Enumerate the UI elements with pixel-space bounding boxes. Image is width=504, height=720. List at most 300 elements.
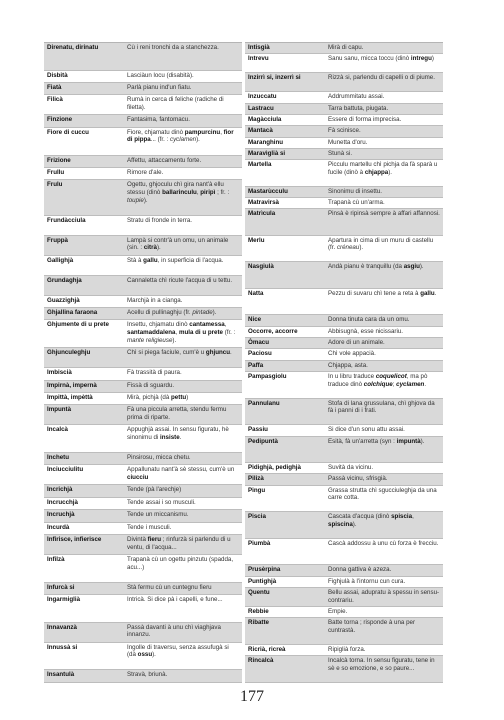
glossary-entry — [44, 381, 242, 393]
definition-segment: Stofa di lana grussulana, chì ghjova da fà i panni di i frati. — [328, 399, 435, 415]
glossary-entry — [44, 168, 242, 180]
definition-segment: Cascà addossu à unu cù forza è frecciu. — [328, 539, 439, 547]
definition-segment: Mirà, pichjà (dà — [127, 393, 172, 401]
entry-definition — [124, 217, 242, 234]
definition-segment: Essere di forma imprecisa. — [328, 115, 402, 123]
entry-term: Incurdà — [47, 523, 70, 531]
definition-segment: Cannaletta chì ricute l'acqua di u tettu. — [127, 276, 233, 284]
definition-segment: Ingolle di traversu, senza assufugà si (dà — [127, 643, 229, 659]
entry-definition — [325, 619, 443, 643]
entry-definition — [325, 237, 443, 261]
definition-segment: ). — [156, 244, 161, 252]
entry-definition — [325, 316, 443, 324]
entry-term: Incalcà — [47, 426, 68, 434]
entry-definition — [124, 624, 242, 641]
entry-term: Direnatu, dirinatu — [47, 44, 99, 51]
glossary-entry — [245, 486, 443, 513]
glossary-entry — [44, 95, 242, 115]
definition-segment: Rizzà si, parlendu di capelli o di piume. — [328, 74, 435, 82]
glossary-entry — [245, 645, 443, 656]
entry-definition — [325, 139, 443, 147]
entry-definition — [325, 328, 443, 336]
definition-segment: Chì vole appacià. — [328, 350, 376, 358]
definition-segment: Trapanà cù un'arma. — [328, 199, 385, 207]
definition-segment: Stravà, briunà. — [127, 671, 168, 679]
definition-segment: Stunà si. — [328, 149, 353, 157]
glossary-entry — [44, 583, 242, 595]
definition-segment: spiscia — [391, 513, 413, 521]
glossary-entry — [245, 315, 443, 326]
definition-segment: . — [424, 380, 427, 388]
glossary-entry — [44, 485, 242, 497]
definition-segment: Fà trassità di paura. — [127, 369, 182, 377]
glossary-entry — [44, 348, 242, 368]
definition-segment: Appughjà assai. In sensu figuratu, hè sinonimu di — [127, 426, 229, 441]
entry-term: Incrichjà — [47, 486, 73, 494]
glossary-entry — [44, 670, 242, 682]
entry-term: Infilzà — [47, 556, 65, 564]
entry-definition — [124, 44, 242, 69]
entry-term: Puntighjà — [248, 577, 277, 585]
definition-segment: Fà scinisce. — [328, 127, 361, 135]
definition-segment: Affettu, attaccamentu forte. — [127, 156, 202, 164]
glossary-entry — [245, 115, 443, 126]
entry-term: Magàcciula — [248, 115, 282, 123]
entry-term: Impirnà, impernà — [47, 381, 97, 389]
entry-definition — [325, 487, 443, 511]
glossary-entry — [245, 92, 443, 103]
entry-definition — [325, 290, 443, 314]
entry-term: Pampasgiolu — [248, 373, 287, 381]
glossary-entry — [245, 577, 443, 588]
glossary-entry — [44, 453, 242, 465]
definition-segment: Sanu sanu, micca toccu (dinò — [328, 55, 411, 63]
entry-definition — [325, 161, 443, 185]
definition-segment: Tarra battuta, piugata. — [328, 104, 389, 112]
definition-segment: asgiu — [403, 263, 420, 271]
entry-term: Inzuccatu — [248, 93, 277, 101]
glossary-entry — [245, 565, 443, 576]
entry-term: Ghjumente di u prete — [47, 321, 109, 329]
entry-term: Nasgiulà — [248, 263, 274, 271]
definition-segment: . — [434, 289, 437, 297]
glossary-entry — [44, 523, 242, 535]
entry-term: Guazzighjà — [47, 296, 80, 304]
definition-segment: , — [412, 513, 414, 521]
entry-term: Piumbà — [248, 539, 271, 547]
glossary-entry — [245, 618, 443, 645]
definition-segment: Empie. — [328, 607, 348, 615]
definition-segment: Stà fermu cù un cuntegnu fieru — [127, 583, 212, 591]
entry-term: Infurcà si — [47, 583, 75, 591]
definition-segment: fieru — [147, 536, 162, 544]
entry-definition — [124, 309, 242, 318]
definition-segment: , in superficia di l'acqua. — [157, 256, 224, 264]
entry-term: Matrìcula — [248, 210, 276, 218]
entry-definition — [124, 72, 242, 81]
glossary-entry — [245, 338, 443, 349]
entry-definition — [325, 116, 443, 124]
entry-definition — [325, 263, 443, 287]
definition-segment: Fissà di sguardu. — [127, 381, 175, 389]
glossary-entry — [44, 256, 242, 276]
definition-segment: pintade — [192, 309, 213, 317]
definition-segment: , — [220, 128, 224, 136]
definition-segment: Apartura in cima di un muru di castellu (fr. — [328, 236, 434, 252]
definition-segment: ). — [352, 520, 357, 528]
glossary-entry — [44, 128, 242, 156]
definition-segment: ciucciu — [127, 474, 149, 481]
glossary-entry — [245, 289, 443, 316]
entry-definition — [325, 188, 443, 196]
definition-segment: Pezzu di suvaru chì tene a reta à — [328, 289, 421, 297]
definition-segment: Appallunatu nant'à sè stessu, cum'è un — [127, 466, 235, 474]
entry-term: Fiatà — [47, 84, 62, 92]
entry-definition — [124, 499, 242, 508]
glossary-entry — [44, 236, 242, 256]
definition-segment: Passà vicinu, sfrisgià. — [328, 475, 388, 483]
definition-segment: cyclamen — [396, 380, 425, 388]
entry-definition — [124, 536, 242, 553]
entry-term: Finzione — [47, 116, 73, 124]
entry-definition — [124, 454, 242, 463]
entry-definition — [124, 486, 242, 495]
definition-segment: Pinsà è ripinsà sempre à affari affannosi. — [328, 210, 440, 218]
definition-segment: Donna tinuta cara da un omu. — [328, 316, 410, 324]
entry-term: Gallighjà — [47, 256, 74, 264]
glossary-entry — [245, 361, 443, 372]
glossary-entry — [245, 474, 443, 485]
definition-segment: pettu — [171, 393, 187, 401]
entry-definition — [124, 237, 242, 254]
definition-segment: Fighjulà à l'intornu cun cura. — [328, 577, 406, 585]
glossary-entry — [245, 463, 443, 474]
entry-definition — [325, 438, 443, 462]
entry-term: Fruppà — [47, 236, 68, 244]
definition-segment: Tende assai i so musculi. — [127, 498, 196, 506]
definition-segment: ... (fr. : — [150, 136, 170, 144]
entry-definition — [325, 373, 443, 397]
definition-segment: Fà una piccula arretta, stendu fermu prima di riparte. — [127, 406, 227, 421]
entry-term: Frullu — [47, 168, 65, 176]
entry-term: Ghjunculeghju — [47, 349, 91, 357]
definition-segment: Munetta d'oru. — [328, 138, 368, 146]
definition-segment: gallu — [143, 256, 158, 264]
glossary-entry — [245, 198, 443, 209]
definition-segment: gallu — [420, 289, 435, 297]
entry-definition — [124, 394, 242, 403]
definition-segment: Cù i reni tronchi da a stanchezza. — [127, 44, 219, 51]
entry-definition — [124, 556, 242, 581]
glossary-entry — [245, 349, 443, 360]
entry-definition — [124, 382, 242, 391]
entry-term: Grundaghja — [47, 276, 82, 284]
entry-definition — [325, 362, 443, 370]
definition-segment: . — [229, 349, 232, 357]
entry-term: Impittà, impèttà — [47, 393, 93, 401]
definition-segment: ) — [431, 55, 434, 63]
entry-term: Òmacu — [248, 339, 269, 347]
glossary-entry — [44, 320, 242, 348]
definition-segment: ; fr. : — [215, 188, 230, 196]
entry-definition — [124, 96, 242, 113]
definition-segment: Ripiglià forza. — [328, 645, 366, 653]
entry-term: Pingu — [248, 486, 266, 494]
glossary-entry — [44, 425, 242, 453]
entry-term: Paciosu — [248, 350, 272, 358]
entry-definition — [325, 657, 443, 681]
glossary-entry — [245, 126, 443, 137]
glossary-entry — [245, 209, 443, 236]
entry-term: Inciucciulitu — [47, 466, 84, 474]
entry-definition — [325, 513, 443, 537]
definition-segment: ). — [152, 651, 156, 659]
definition-segment: Abbisugnà, esse nicissariu. — [328, 327, 403, 335]
entry-definition — [124, 157, 242, 166]
definition-segment: ). — [419, 263, 424, 271]
definition-segment: cantamessa — [189, 321, 225, 329]
entry-term: Matravirsà — [248, 199, 279, 207]
entry-term: Disbità — [47, 71, 68, 79]
glossary-entry — [245, 425, 443, 436]
entry-term: Martella — [248, 161, 272, 169]
glossary-column-right — [245, 42, 443, 683]
entry-definition — [124, 466, 242, 483]
entry-term: Innussà si — [47, 643, 78, 651]
entry-term: Natta — [248, 289, 264, 297]
definition-segment: Donna gattiva è azeza. — [328, 566, 392, 574]
glossary-entry — [245, 327, 443, 338]
definition-segment: coquelicot — [375, 373, 407, 381]
entry-term: Incrucchjà — [47, 498, 78, 506]
definition-segment: piripì — [200, 188, 216, 196]
definition-segment: , — [196, 188, 201, 196]
definition-segment: ossu — [137, 651, 153, 659]
entry-term: Mantacà — [248, 127, 273, 135]
definition-segment: toupie — [127, 196, 144, 204]
definition-segment: ). — [420, 437, 425, 445]
definition-segment: Fantasima, fantomacu. — [127, 116, 190, 124]
definition-segment: Divintà — [127, 536, 148, 544]
entry-definition — [124, 369, 242, 378]
definition-segment: Lasciàun locu (disabità). — [127, 71, 194, 79]
definition-segment: impuntà — [396, 437, 421, 445]
definition-segment: Lampà si contr'à un omu, un animale (sin. : — [127, 236, 229, 252]
definition-segment: Bellu assai, adupratu à spessu in sensu-contrariu. — [328, 588, 440, 604]
definition-segment: (fr. : — [222, 329, 236, 337]
entry-definition — [325, 566, 443, 574]
entry-term: Mastarùcculu — [248, 187, 288, 195]
entry-term: Ricrià, ricreà — [248, 645, 286, 653]
entry-definition — [325, 127, 443, 135]
definition-segment: . — [179, 433, 182, 441]
entry-term: Inzirrì si, inzerrì si — [248, 74, 301, 82]
definition-segment: cyclamen — [169, 136, 197, 144]
entry-term: Ingarmiglià — [47, 596, 81, 604]
definition-segment: Batte torna ; risponde à una per cuntrastà. — [328, 619, 416, 634]
definition-segment: Insettu, chjamatu dinò — [127, 321, 190, 329]
entry-term: Fiore di cuccu — [47, 128, 89, 136]
definition-segment: Tende i musculi. — [127, 523, 172, 531]
entry-definition — [325, 210, 443, 234]
entry-definition — [124, 321, 242, 346]
entry-definition — [325, 426, 443, 434]
glossary-entry — [44, 71, 242, 83]
entry-definition — [124, 257, 242, 274]
entry-term: Quentu — [248, 588, 270, 596]
entry-term: Merlu — [248, 236, 265, 244]
definition-segment: pampurcinu — [184, 128, 221, 136]
entry-definition — [325, 150, 443, 158]
entry-term: Intisgià — [248, 44, 270, 51]
definition-segment: chjappa — [364, 168, 389, 176]
definition-segment: Tende un miccanismu. — [127, 511, 189, 519]
glossary-entry — [44, 555, 242, 583]
page-number: 177 — [240, 688, 264, 705]
entry-term: Frizione — [47, 156, 71, 164]
definition-segment: Marchjà in a cianga. — [127, 296, 183, 304]
entry-term: Frundàcciula — [47, 216, 86, 224]
glossary-entry — [245, 399, 443, 426]
entry-term: Prusèrpina — [248, 566, 281, 574]
glossary-entry — [245, 372, 443, 399]
entry-definition — [325, 93, 443, 101]
glossary-entry — [245, 512, 443, 539]
entry-definition — [325, 464, 443, 472]
definition-segment: , — [175, 329, 179, 337]
entry-term: Maravìglià si — [248, 149, 286, 157]
entry-term: Pidighjà, pedighjà — [248, 464, 301, 472]
definition-segment: mante religieuse — [127, 336, 173, 344]
glossary-entry — [44, 276, 242, 296]
definition-segment: Sinonimu di insettu. — [328, 187, 382, 195]
definition-segment: santamaddalena — [127, 329, 176, 337]
entry-definition — [124, 644, 242, 669]
definition-segment: Addrummitatu assai. — [328, 93, 385, 101]
glossary-entry — [44, 498, 242, 510]
glossary-entry — [44, 623, 242, 643]
glossary-entry — [44, 393, 242, 405]
glossary-entry — [44, 156, 242, 168]
entry-term: Maranghinu — [248, 138, 284, 146]
entry-definition — [124, 349, 242, 366]
entry-definition — [325, 74, 443, 90]
definition-segment: insiste — [160, 433, 180, 441]
glossary-entry — [44, 180, 242, 215]
glossary-entry — [245, 187, 443, 198]
entry-term: Infirisce, infierisce — [47, 536, 102, 544]
definition-segment: Trapanà cù un ogettu pinzutu (spadda, acu...) — [127, 556, 234, 571]
entry-definition — [325, 475, 443, 483]
entry-term: Rincalcà — [248, 657, 274, 665]
definition-segment: ballarinculu — [162, 188, 197, 196]
definition-segment: Stà à — [127, 256, 144, 264]
glossary-entry — [44, 308, 242, 320]
entry-definition — [325, 578, 443, 586]
entry-term: Occorre, accorre — [248, 327, 298, 335]
entry-term: Impuntà — [47, 406, 72, 414]
definition-segment: Pinsirosu, micca chetu. — [127, 453, 191, 461]
definition-segment: intregu — [410, 55, 432, 63]
glossary-entry — [44, 43, 242, 71]
definition-segment: Intricà. Si dice pà i capelli, e fune... — [127, 596, 223, 604]
glossary-entry — [245, 104, 443, 115]
glossary-entry — [245, 262, 443, 289]
glossary-entry — [245, 73, 443, 92]
definition-segment: Acellu di pullinaghju (fr. — [127, 309, 193, 317]
definition-segment: spiscina — [328, 520, 353, 528]
entry-term: Paffa — [248, 361, 264, 369]
entry-definition — [124, 671, 242, 680]
glossary-entry — [44, 643, 242, 671]
entry-definition — [325, 540, 443, 564]
entry-term: Insantulà — [47, 671, 75, 679]
entry-definition — [124, 277, 242, 294]
entry-term: Frulu — [47, 181, 63, 189]
definition-segment: Cascata d'acqua (dinò — [328, 513, 392, 521]
entry-term: Filicà — [47, 96, 63, 104]
definition-segment: Tende (pà l'arechje) — [127, 486, 182, 494]
entry-definition — [325, 199, 443, 207]
definition-segment: Stratu di fronde in terra. — [127, 216, 193, 224]
entry-term: Innavanzà — [47, 623, 77, 631]
definition-segment: Passà davanti à unu chì viaghjava innanzu. — [127, 623, 221, 639]
glossary-entry — [245, 54, 443, 73]
definition-segment: Adore di un animale. — [328, 339, 385, 347]
definition-segment: colchique — [363, 380, 393, 388]
definition-segment: Rumà in cerca di feliche (radiche di filetta). — [127, 96, 224, 112]
glossary-entry — [44, 216, 242, 236]
entry-term: Intrevu — [248, 55, 269, 63]
definition-segment: citrà — [143, 244, 157, 252]
definition-segment: , — [224, 321, 227, 329]
entry-definition — [124, 84, 242, 93]
definition-segment: Esità, fà un'arretta (syn : — [328, 437, 397, 445]
definition-segment: mula di u prete — [178, 329, 223, 337]
entry-definition — [325, 55, 443, 71]
glossary-entry — [245, 138, 443, 149]
entry-term: Nice — [248, 316, 262, 324]
entry-term: Passiu — [248, 426, 268, 434]
glossary-entry — [44, 405, 242, 425]
definition-segment: Picculu martellu chì pichja da fà sparà u fucile (dinò à — [328, 161, 438, 176]
entry-definition — [124, 524, 242, 533]
definition-segment: ). — [212, 309, 217, 317]
glossary-entry — [245, 656, 443, 683]
entry-term: Lastracu — [248, 104, 274, 112]
glossary-column-left — [44, 42, 242, 683]
entry-term: Incruchjà — [47, 511, 75, 519]
glossary-entry — [44, 465, 242, 485]
entry-term: Inchetu — [47, 453, 70, 461]
definition-segment: ) — [186, 393, 189, 401]
entry-definition — [325, 646, 443, 654]
glossary-entry — [245, 437, 443, 464]
glossary-entry — [44, 296, 242, 308]
entry-definition — [124, 129, 242, 154]
definition-segment: Parlà pianu ind'un fiatu. — [127, 84, 192, 92]
definition-segment: Fiore, chjamatu dinò — [127, 128, 185, 136]
entry-term: Pedipuntà — [248, 437, 278, 445]
entry-definition — [124, 584, 242, 593]
definition-segment: Grassa strutta chì sgucciuleghja da una carre cotta. — [328, 486, 437, 502]
definition-segment: In u libru traduce — [328, 373, 376, 381]
entry-term: Ribatte — [248, 619, 269, 627]
glossary-entry — [44, 535, 242, 555]
entry-definition — [325, 350, 443, 358]
entry-definition — [124, 297, 242, 306]
definition-segment: ghjuncu — [205, 349, 230, 357]
